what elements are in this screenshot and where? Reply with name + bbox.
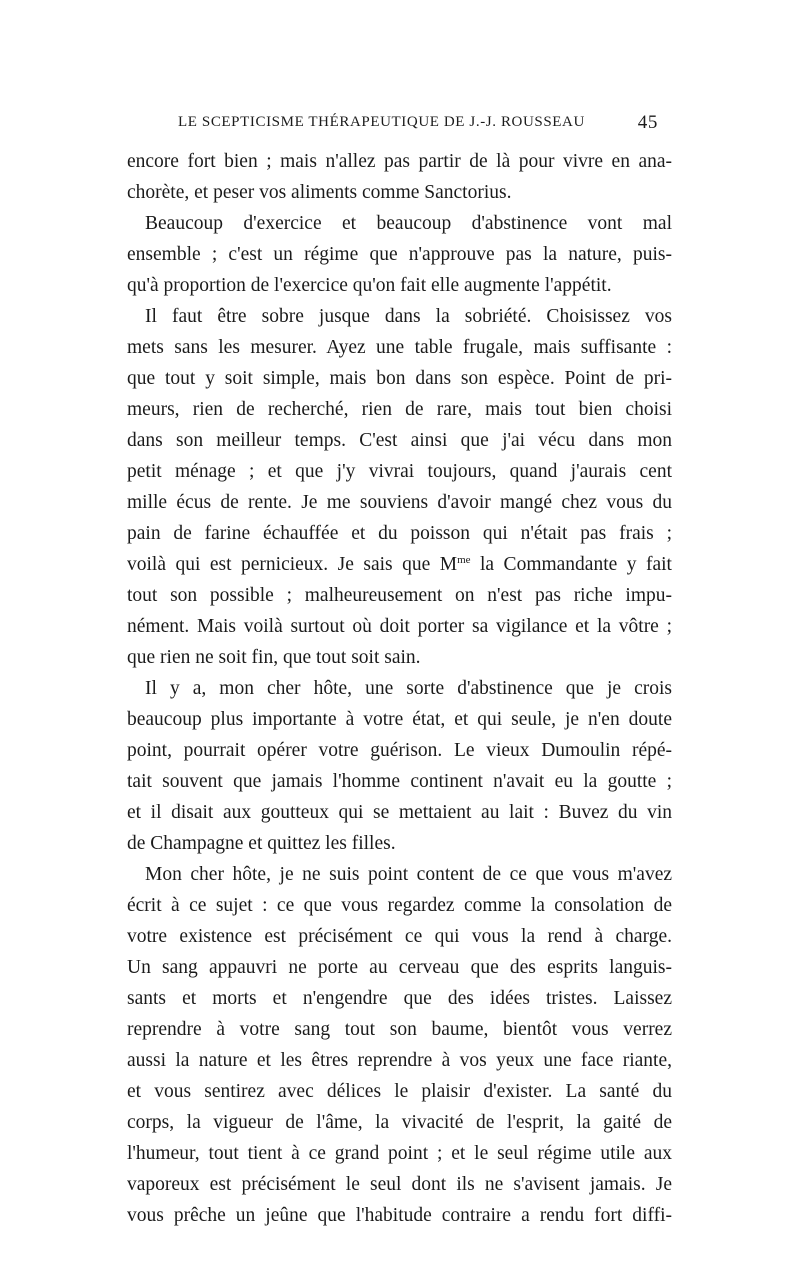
running-title: LE SCEPTICISME THÉRAPEUTIQUE DE J.-J. ROUSSEAU xyxy=(178,114,585,130)
text-line: nément. Mais voilà surtout où doit porter sa vigilance et la vôtre ; xyxy=(127,616,672,637)
paragraph xyxy=(127,673,672,859)
text-line: votre existence est précisément ce qui vous la rend à charge. xyxy=(127,926,672,947)
text-line: sants et morts et n'engendre que des idées tristes. Laissez xyxy=(127,988,672,1009)
text-line: reprendre à votre sang tout son baume, bientôt vous verrez xyxy=(127,1019,672,1040)
text-line: encore fort bien ; mais n'allez pas partir de là pour vivre en ana- xyxy=(127,151,672,172)
text-line: petit ménage ; et que j'y vivrai toujours, quand j'aurais cent xyxy=(127,461,672,482)
text-fragment: voilà qui est pernicieux. Je sais que M xyxy=(127,554,458,575)
text-line: beaucoup plus importante à votre état, et qui seule, je n'en doute xyxy=(127,709,672,730)
text-line: vous prêche un jeûne que l'habitude contraire a rendu fort diffi- xyxy=(127,1205,672,1226)
page-body xyxy=(127,146,672,1231)
text-line: dans son meilleur temps. C'est ainsi que j'ai vécu dans mon xyxy=(127,430,672,451)
text-fragment: la Commandante y fait xyxy=(470,554,672,575)
text-line: qu'à proportion de l'exercice qu'on fait elle augmente l'appétit. xyxy=(127,275,612,296)
text-line: Mon cher hôte, je ne suis point content de ce que vous m'avez xyxy=(145,864,672,885)
text-line xyxy=(127,549,672,580)
text-line: tout son possible ; malheureusement on n'est pas riche impu- xyxy=(127,585,672,606)
text-line: que tout y soit simple, mais bon dans son espèce. Point de pri- xyxy=(127,368,672,389)
text-line: Il faut être sobre jusque dans la sobriété. Choisissez vos xyxy=(145,306,672,327)
text-line: point, pourrait opérer votre guérison. Le vieux Dumoulin répé- xyxy=(127,740,672,761)
text-line: Beaucoup d'exercice et beaucoup d'abstinence vont mal xyxy=(145,213,672,234)
paragraph xyxy=(127,208,672,301)
text-line: tait souvent que jamais l'homme continent n'avait eu la goutte ; xyxy=(127,771,672,792)
text-line: écrit à ce sujet : ce que vous regardez comme la consolation de xyxy=(127,895,672,916)
text-line: et il disait aux goutteux qui se mettaient au lait : Buvez du vin xyxy=(127,802,672,823)
text-line: Un sang appauvri ne porte au cerveau que des esprits languis- xyxy=(127,957,672,978)
paragraph xyxy=(127,146,672,208)
text-line: mets sans les mesurer. Ayez une table frugale, mais suffisante : xyxy=(127,337,672,358)
running-header xyxy=(178,114,658,138)
text-line: et vous sentirez avec délices le plaisir d'exister. La santé du xyxy=(127,1081,672,1102)
text-line: Il y a, mon cher hôte, une sorte d'abstinence que je crois xyxy=(145,678,672,699)
superscript: me xyxy=(457,554,471,566)
text-line: corps, la vigueur de l'âme, la vivacité de l'esprit, la gaité de xyxy=(127,1112,672,1133)
text-line: mille écus de rente. Je me souviens d'avoir mangé chez vous du xyxy=(127,492,672,513)
paragraph xyxy=(127,301,672,673)
text-line: vaporeux est précisément le seul dont ils ne s'avisent jamais. Je xyxy=(127,1174,672,1195)
page-number: 45 xyxy=(637,112,658,133)
text-line: que rien ne soit fin, que tout soit sain. xyxy=(127,647,421,668)
text-line: aussi la nature et les êtres reprendre à vos yeux une face riante, xyxy=(127,1050,672,1071)
text-line: de Champagne et quittez les filles. xyxy=(127,833,396,854)
text-line: ensemble ; c'est un régime que n'approuve pas la nature, puis- xyxy=(127,244,672,265)
text-line: meurs, rien de recherché, rien de rare, mais tout bien choisi xyxy=(127,399,672,420)
text-line: pain de farine échauffée et du poisson qui n'était pas frais ; xyxy=(127,523,672,544)
paragraph xyxy=(127,859,672,1231)
text-line: chorète, et peser vos aliments comme Sanctorius. xyxy=(127,182,512,203)
text-line: l'humeur, tout tient à ce grand point ; et le seul régime utile aux xyxy=(127,1143,672,1164)
